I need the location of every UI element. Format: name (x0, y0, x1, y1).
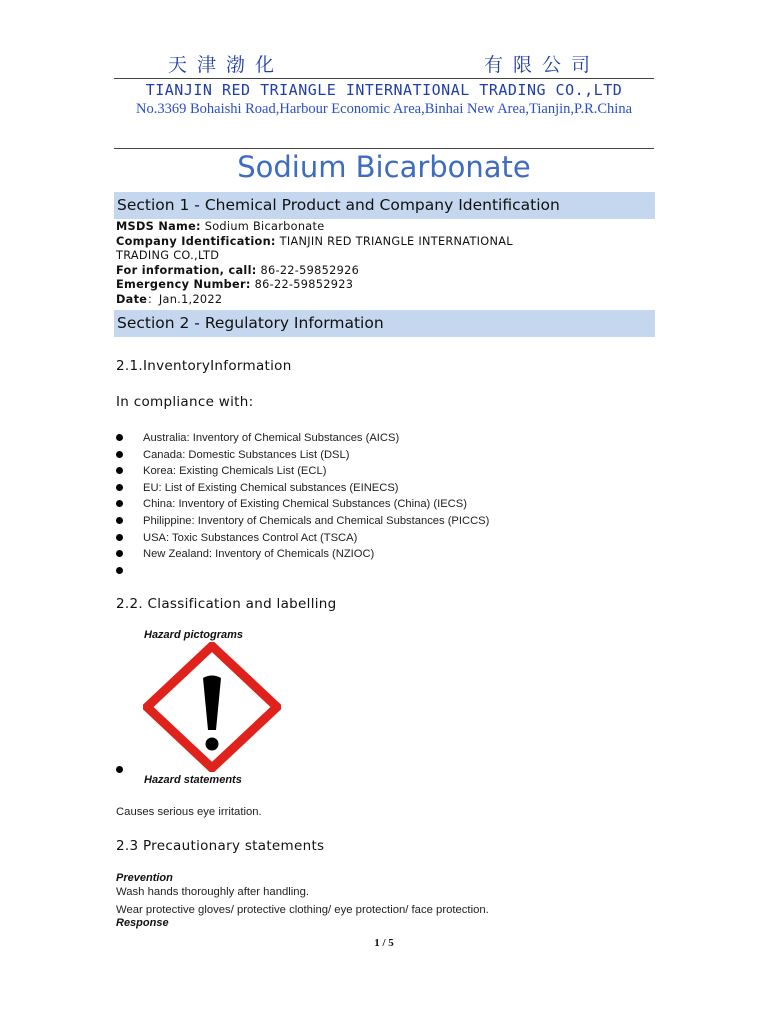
page-number: 1 / 5 (374, 937, 394, 949)
exclamation-dot (206, 738, 219, 751)
inventory-item-text: Canada: Domestic Substances List (DSL) (143, 448, 350, 461)
bullet-icon (116, 534, 123, 541)
prevention-statement-1: Wash hands thoroughly after handling. (116, 886, 310, 898)
classification-title: 2.2. Classification and labelling (116, 596, 337, 612)
list-item (114, 463, 634, 480)
inventory-item-text: USA: Toxic Substances Control Act (TSCA) (143, 531, 358, 544)
emergency-number-line (116, 278, 656, 293)
company-address: No.3369 Bohaishi Road,Harbour Economic Area,Binhai New Area,Tianjin,P.R.China (135, 101, 633, 117)
bullet-icon (116, 517, 123, 524)
company-identification-value: TIANJIN RED TRIANGLE INTERNATIONAL (275, 234, 513, 248)
bullet-icon (116, 567, 123, 574)
company-name-cn-left: 天津渤化 (167, 54, 284, 76)
response-label: Response (116, 917, 169, 929)
inventory-item-text: Korea: Existing Chemicals List (ECL) (143, 465, 327, 478)
inventory-item-text: New Zealand: Inventory of Chemicals (NZIOC) (143, 548, 375, 561)
list-item (114, 496, 634, 513)
emergency-number-value: 86-22-59852923 (250, 278, 354, 291)
precautionary-statements-title: 2.3 Precautionary statements (116, 838, 325, 854)
list-item (114, 480, 634, 497)
date-label: Date (116, 292, 148, 306)
list-item (114, 447, 634, 464)
bullet-icon (116, 434, 123, 441)
bullet-icon (116, 484, 123, 491)
bullet-icon (116, 766, 123, 773)
section-1-heading: Section 1 - Chemical Product and Company Identification (114, 192, 655, 219)
hazard-statement-text: Causes serious eye irritation. (116, 806, 262, 818)
company-name-cn-right: 有限公司 (484, 54, 601, 76)
compliance-intro: In compliance with: (116, 394, 254, 410)
bullet-icon (116, 467, 123, 474)
msds-name-value: Sodium Bicarbonate (200, 220, 325, 233)
inventory-item-text: Australia: Inventory of Chemical Substances (AICS) (143, 432, 400, 444)
information-phone-value: 86-22-59852926 (256, 263, 360, 277)
hazard-pictograms-label: Hazard pictograms (144, 629, 244, 641)
inventory-item-text: Philippine: Inventory of Chemicals and Chemical Substances (PICCS) (143, 514, 490, 527)
information-phone-label: For information, call: (116, 263, 257, 277)
company-identification-line (116, 235, 656, 250)
company-name-chinese (0, 50, 768, 77)
list-item (114, 546, 634, 563)
header-divider-bottom (114, 148, 654, 149)
msds-name-line (116, 220, 656, 235)
header-divider-top (114, 78, 654, 79)
list-item (114, 530, 634, 547)
list-item (114, 563, 634, 580)
section-2-heading: Section 2 - Regulatory Information (114, 310, 655, 337)
bullet-icon (116, 451, 123, 458)
exclamation-mark-ghs07-icon (143, 642, 281, 772)
msds-name-label: MSDS Name: (116, 220, 201, 233)
date-value: ：Jan.1,2022 (147, 292, 223, 306)
inventory-item-text: EU: List of Existing Chemical substances (EINECS) (143, 481, 399, 494)
document-title: Sodium Bicarbonate (237, 150, 531, 184)
bullet-icon (116, 500, 123, 507)
hazard-statements-label: Hazard statements (144, 774, 242, 786)
emergency-number-label: Emergency Number: (116, 278, 251, 291)
inventory-information-title: 2.1.InventoryInformation (116, 358, 292, 374)
inventory-list (114, 430, 634, 579)
date-line (116, 293, 656, 308)
identification-block (116, 220, 656, 307)
prevention-label: Prevention (116, 872, 173, 884)
list-item (114, 430, 634, 447)
information-phone-line (116, 264, 656, 279)
prevention-statement-2: Wear protective gloves/ protective clothing/ eye protection/ face protection. (116, 904, 489, 916)
bullet-icon (116, 550, 123, 557)
company-name-english: TIANJIN RED TRIANGLE INTERNATIONAL TRADING CO.,LTD (145, 81, 623, 99)
company-identification-continued: TRADING CO.,LTD (116, 249, 220, 262)
list-item (114, 513, 634, 530)
inventory-item-text: China: Inventory of Existing Chemical Substances (China) (IECS) (143, 498, 467, 511)
company-identification-label: Company Identification: (116, 234, 276, 248)
